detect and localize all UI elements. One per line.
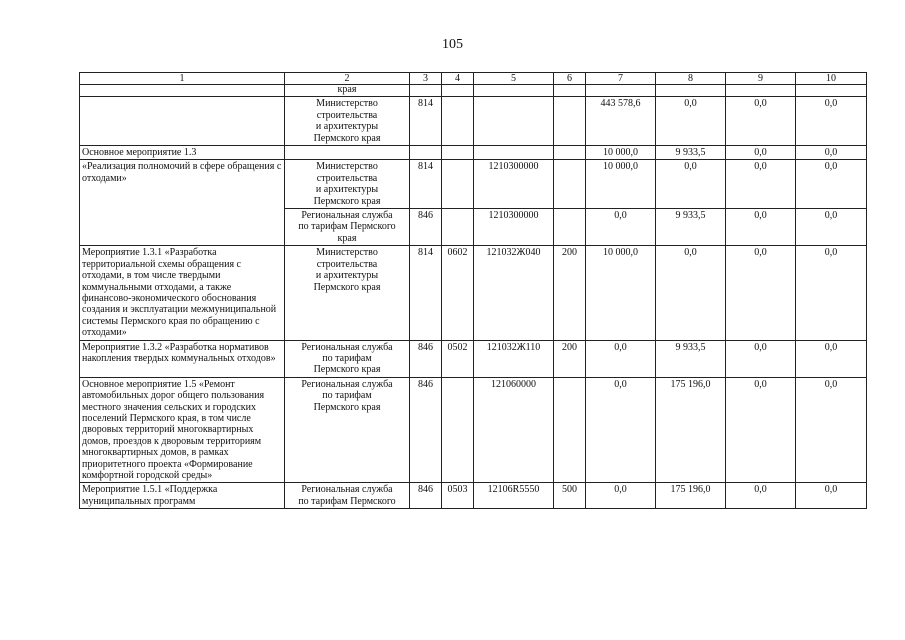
cell-c5: 1210300000: [474, 209, 554, 246]
cell-executor: Министерство строительства и архитектуры Пермского края: [285, 246, 410, 340]
cell-c7: 10 000,0: [586, 246, 656, 340]
cell-c10: 0,0: [796, 483, 867, 509]
cell-c6: [554, 85, 586, 97]
header-cell: 4: [442, 73, 474, 85]
cell-c5: 121060000: [474, 377, 554, 483]
cell-c3: 846: [410, 209, 442, 246]
table-row: [80, 97, 867, 146]
cell-c5: 12106R5550: [474, 483, 554, 509]
cell-c9: 0,0: [726, 340, 796, 377]
cell-c3: 846: [410, 377, 442, 483]
cell-c8: 9 933,5: [656, 146, 726, 160]
cell-c3: 846: [410, 340, 442, 377]
cell-c5: [474, 97, 554, 146]
cell-executor: Министерство строительства и архитектуры Пермского края: [285, 97, 410, 146]
cell-name: «Реализация полномочий в сфере обращения с отходами»: [80, 160, 285, 246]
cell-c7: 0,0: [586, 340, 656, 377]
cell-c10: 0,0: [796, 340, 867, 377]
cell-c9: 0,0: [726, 160, 796, 209]
cell-c6: [554, 97, 586, 146]
cell-c8: 0,0: [656, 97, 726, 146]
cell-c9: 0,0: [726, 209, 796, 246]
cell-c5: 121032Ж110: [474, 340, 554, 377]
cell-c6: [554, 209, 586, 246]
cell-c8: 175 196,0: [656, 377, 726, 483]
cell-name: Мероприятие 1.3.2 «Разработка нормативов накопления твердых коммунальных отходов»: [80, 340, 285, 377]
cell-c10: [796, 85, 867, 97]
header-row: [80, 73, 867, 85]
cell-c7: 10 000,0: [586, 160, 656, 209]
cell-c6: 200: [554, 246, 586, 340]
header-cell: 1: [80, 73, 285, 85]
cell-c6: [554, 377, 586, 483]
cell-c10: 0,0: [796, 246, 867, 340]
cell-c10: 0,0: [796, 209, 867, 246]
page-number: 105: [442, 37, 463, 52]
cell-c9: 0,0: [726, 246, 796, 340]
cell-c4: [442, 160, 474, 209]
cell-executor: Региональная служба по тарифам Пермского края: [285, 209, 410, 246]
header-cell: 2: [285, 73, 410, 85]
cell-c6: [554, 146, 586, 160]
cell-c7: 0,0: [586, 483, 656, 509]
cell-executor: [285, 146, 410, 160]
cell-c3: 814: [410, 160, 442, 209]
cell-executor: Министерство строительства и архитектуры Пермского края: [285, 160, 410, 209]
cell-c4: [442, 97, 474, 146]
cell-c3: 814: [410, 97, 442, 146]
cell-name: [80, 85, 285, 97]
table-row: [80, 160, 867, 209]
cell-c5: 121032Ж040: [474, 246, 554, 340]
header-cell: 5: [474, 73, 554, 85]
cell-executor: края: [285, 85, 410, 97]
cell-c7: 0,0: [586, 209, 656, 246]
cell-c9: 0,0: [726, 483, 796, 509]
cell-c10: 0,0: [796, 146, 867, 160]
cell-c8: 0,0: [656, 246, 726, 340]
cell-c4: [442, 209, 474, 246]
cell-c7: 10 000,0: [586, 146, 656, 160]
cell-c4: [442, 377, 474, 483]
cell-c10: 0,0: [796, 160, 867, 209]
cell-name: Основное мероприятие 1.3: [80, 146, 285, 160]
table-row: [80, 340, 867, 377]
cell-c4: 0502: [442, 340, 474, 377]
header-cell: 3: [410, 73, 442, 85]
cell-c6: [554, 160, 586, 209]
table-row: [80, 85, 867, 97]
cell-c3: [410, 146, 442, 160]
cell-c3: 846: [410, 483, 442, 509]
table-row: [80, 483, 867, 509]
cell-name: Мероприятие 1.5.1 «Поддержка муниципальных программ: [80, 483, 285, 509]
cell-c7: 0,0: [586, 377, 656, 483]
header-cell: 10: [796, 73, 867, 85]
cell-c7: 443 578,6: [586, 97, 656, 146]
cell-c5: [474, 85, 554, 97]
cell-c9: [726, 85, 796, 97]
cell-c4: [442, 146, 474, 160]
budget-table: [79, 72, 867, 509]
cell-executor: Региональная служба по тарифам Пермского края: [285, 340, 410, 377]
cell-c4: 0602: [442, 246, 474, 340]
table-row: [80, 246, 867, 340]
cell-c10: 0,0: [796, 97, 867, 146]
cell-executor: Региональная служба по тарифам Пермского: [285, 483, 410, 509]
cell-c5: 1210300000: [474, 160, 554, 209]
cell-c6: 500: [554, 483, 586, 509]
cell-c8: 9 933,5: [656, 209, 726, 246]
header-cell: 7: [586, 73, 656, 85]
header-cell: 9: [726, 73, 796, 85]
cell-executor: Региональная служба по тарифам Пермского края: [285, 377, 410, 483]
cell-c9: 0,0: [726, 146, 796, 160]
header-cell: 8: [656, 73, 726, 85]
cell-c4: [442, 85, 474, 97]
cell-c3: 814: [410, 246, 442, 340]
cell-c7: [586, 85, 656, 97]
cell-c8: 175 196,0: [656, 483, 726, 509]
cell-c8: 0,0: [656, 160, 726, 209]
cell-c3: [410, 85, 442, 97]
cell-name: [80, 97, 285, 146]
table-row: [80, 377, 867, 483]
cell-name: Мероприятие 1.3.1 «Разработка территориальной схемы обращения с отходами, в том числе твердыми коммунальными отходами, а также финансово-экономического обоснования создания и эксплуатации межмуниципальной системы Пермского края по обращению с отходами»: [80, 246, 285, 340]
cell-c9: 0,0: [726, 97, 796, 146]
cell-c5: [474, 146, 554, 160]
table-row: [80, 146, 867, 160]
cell-c10: 0,0: [796, 377, 867, 483]
header-cell: 6: [554, 73, 586, 85]
cell-c8: [656, 85, 726, 97]
cell-c8: 9 933,5: [656, 340, 726, 377]
cell-name: Основное мероприятие 1.5 «Ремонт автомобильных дорог общего пользования местного значения сельских и городских поселений Пермского края, в том числе дворовых территорий многоквартирных домов, проездов к дворовым территориям многоквартирных домов, в рамках приоритетного проекта «Формирование комфортной городской среды»: [80, 377, 285, 483]
cell-c6: 200: [554, 340, 586, 377]
cell-c4: 0503: [442, 483, 474, 509]
cell-c9: 0,0: [726, 377, 796, 483]
